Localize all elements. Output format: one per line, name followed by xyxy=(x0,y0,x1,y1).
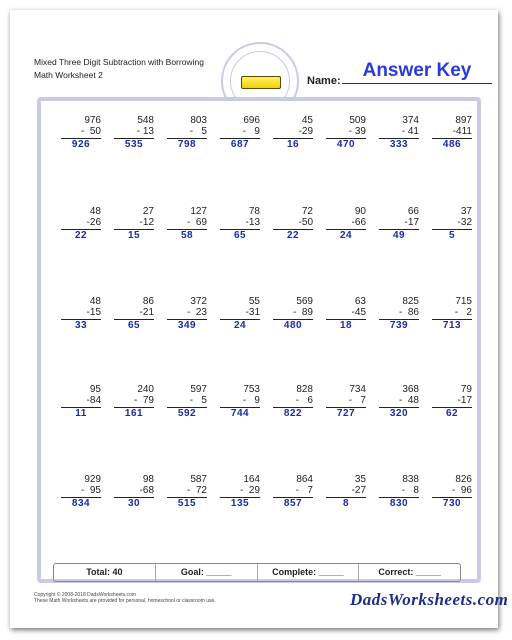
answer: 830 xyxy=(389,498,409,509)
minuend: 98 xyxy=(142,474,154,485)
answer: 30 xyxy=(127,498,141,509)
subtraction-problem xyxy=(326,206,366,242)
minuend: 27 xyxy=(142,206,154,217)
answer: 22 xyxy=(286,230,300,241)
subtrahend: -45 xyxy=(351,307,366,318)
subtraction-problem xyxy=(114,296,154,332)
answer: 33 xyxy=(74,320,88,331)
minuend: 597 xyxy=(190,384,207,395)
subtrahend: -411 xyxy=(452,126,472,137)
subtraction-problem xyxy=(114,115,154,151)
subtrahend: - 95 xyxy=(80,485,101,496)
subtrahend: - 6 xyxy=(295,395,313,406)
minuend: 828 xyxy=(296,384,313,395)
total-label: Total: 40 xyxy=(54,564,156,581)
answer: 333 xyxy=(389,139,409,150)
subtrahend: - 8 xyxy=(401,485,419,496)
subtraction-problem xyxy=(326,384,366,420)
minuend: 95 xyxy=(89,384,101,395)
answer: 687 xyxy=(230,139,250,150)
minuend: 897 xyxy=(455,115,472,126)
answer: 49 xyxy=(392,230,406,241)
subtraction-problem xyxy=(326,115,366,151)
dadsworksheets-logo: DadsWorksheets.com xyxy=(350,590,509,609)
subtrahend: -66 xyxy=(351,217,366,228)
minuend: 976 xyxy=(84,115,101,126)
subtraction-problem xyxy=(379,474,419,510)
minuend: 838 xyxy=(402,474,419,485)
answer: 592 xyxy=(177,408,197,419)
worksheet-page xyxy=(10,10,509,628)
minuend: 929 xyxy=(84,474,101,485)
answer: 713 xyxy=(442,320,462,331)
minuend: 734 xyxy=(349,384,366,395)
minuend: 86 xyxy=(142,296,154,307)
subtraction-problem xyxy=(273,115,313,151)
subtrahend: -68 xyxy=(139,485,154,496)
subtraction-problem xyxy=(167,474,207,510)
subtrahend: -13 xyxy=(245,217,260,228)
answer: 730 xyxy=(442,498,462,509)
subtrahend: - 79 xyxy=(133,395,154,406)
subtraction-problem xyxy=(220,296,260,332)
complete-field[interactable]: Complete: _____ xyxy=(258,564,360,581)
subtraction-problem xyxy=(167,206,207,242)
answer: 320 xyxy=(389,408,409,419)
subtraction-problem xyxy=(432,296,472,332)
subtrahend: -17 xyxy=(457,395,472,406)
minuend: 66 xyxy=(407,206,419,217)
subtraction-problem xyxy=(326,296,366,332)
answer: 58 xyxy=(180,230,194,241)
subtraction-problem xyxy=(273,384,313,420)
answer: 11 xyxy=(75,408,87,419)
answer: 727 xyxy=(336,408,356,419)
answer: 486 xyxy=(442,139,462,150)
answer: 24 xyxy=(339,230,353,241)
problems-box xyxy=(37,97,481,583)
subtraction-problem xyxy=(432,474,472,510)
subtraction-problem xyxy=(379,384,419,420)
answer: 24 xyxy=(233,320,247,331)
subtrahend: -17 xyxy=(404,217,419,228)
subtrahend: - 9 xyxy=(242,126,260,137)
minuend: 368 xyxy=(402,384,419,395)
minuend: 587 xyxy=(190,474,207,485)
answer: 65 xyxy=(233,230,247,241)
subtrahend: - 41 xyxy=(401,126,419,137)
minuend: 37 xyxy=(460,206,472,217)
subtraction-problem xyxy=(61,206,101,242)
minuend: 48 xyxy=(89,296,101,307)
answer: 798 xyxy=(177,139,197,150)
subtrahend: - 7 xyxy=(348,395,366,406)
subtraction-problem xyxy=(220,474,260,510)
subtrahend: -29 xyxy=(298,126,313,137)
subtrahend: - 96 xyxy=(451,485,472,496)
subtraction-problem xyxy=(326,474,366,510)
answer: 22 xyxy=(74,230,88,241)
subtraction-problem xyxy=(432,115,472,151)
worksheet-subtitle: Math Worksheet 2 xyxy=(34,70,103,80)
subtraction-problem xyxy=(379,115,419,151)
subtraction-problem xyxy=(220,206,260,242)
answer: 161 xyxy=(124,408,144,419)
minuend: 63 xyxy=(354,296,366,307)
answer: 15 xyxy=(127,230,141,241)
copyright-line2: These Math Worksheets are provided for personal, homeschool or classroom use. xyxy=(34,598,216,604)
subtrahend: -12 xyxy=(139,217,154,228)
subtrahend: - 48 xyxy=(398,395,419,406)
answer: 8 xyxy=(342,498,350,509)
problems-grid xyxy=(41,101,477,561)
subtraction-problem xyxy=(114,384,154,420)
subtrahend: -15 xyxy=(86,307,101,318)
minuend: 372 xyxy=(190,296,207,307)
minuend: 803 xyxy=(190,115,207,126)
subtraction-problem xyxy=(61,296,101,332)
subtrahend: -31 xyxy=(245,307,260,318)
subtraction-problem xyxy=(220,384,260,420)
answer: 857 xyxy=(283,498,303,509)
goal-field[interactable]: Goal: _____ xyxy=(156,564,258,581)
score-bar xyxy=(53,563,461,582)
answer: 62 xyxy=(445,408,459,419)
minuend: 45 xyxy=(301,115,313,126)
copyright-text xyxy=(34,592,216,604)
subtrahend: - 5 xyxy=(189,395,207,406)
subtrahend: - 39 xyxy=(348,126,366,137)
subtrahend: -27 xyxy=(351,485,366,496)
answer: 515 xyxy=(177,498,197,509)
subtraction-problem xyxy=(167,115,207,151)
subtraction-problem xyxy=(114,206,154,242)
minuend: 509 xyxy=(349,115,366,126)
subtraction-problem xyxy=(61,474,101,510)
minuend: 48 xyxy=(89,206,101,217)
subtraction-problem xyxy=(114,474,154,510)
subtrahend: - 9 xyxy=(242,395,260,406)
worksheet-title: Mixed Three Digit Subtraction with Borrowing xyxy=(34,57,204,67)
minuend: 72 xyxy=(301,206,313,217)
subtrahend: - 89 xyxy=(292,307,313,318)
subtraction-problem xyxy=(167,296,207,332)
answer: 135 xyxy=(230,498,250,509)
subtraction-problem xyxy=(273,474,313,510)
answer: 470 xyxy=(336,139,356,150)
subtrahend: - 50 xyxy=(80,126,101,137)
answer: 18 xyxy=(339,320,353,331)
answer: 926 xyxy=(71,139,91,150)
subtrahend: - 29 xyxy=(239,485,260,496)
subtrahend: -26 xyxy=(86,217,101,228)
name-field[interactable]: Answer Key xyxy=(342,59,492,84)
subtraction-problem xyxy=(379,206,419,242)
minuend: 164 xyxy=(243,474,260,485)
subtraction-problem xyxy=(432,206,472,242)
minuend: 127 xyxy=(190,206,207,217)
subtrahend: - 5 xyxy=(189,126,207,137)
answer: 16 xyxy=(286,139,300,150)
answer: 822 xyxy=(283,408,303,419)
minuend: 90 xyxy=(354,206,366,217)
subtrahend: -21 xyxy=(139,307,154,318)
subtraction-problem xyxy=(167,384,207,420)
minuend: 715 xyxy=(455,296,472,307)
subtrahend: -84 xyxy=(86,395,101,406)
subtraction-problem xyxy=(220,115,260,151)
answer: 834 xyxy=(71,498,91,509)
subtrahend: -32 xyxy=(457,217,472,228)
minuend: 569 xyxy=(296,296,313,307)
subtrahend: - 72 xyxy=(186,485,207,496)
minuend: 864 xyxy=(296,474,313,485)
name-label: Name: xyxy=(307,75,341,87)
subtraction-problem xyxy=(273,296,313,332)
minuend: 374 xyxy=(402,115,419,126)
answer: 744 xyxy=(230,408,250,419)
subtraction-problem xyxy=(61,384,101,420)
subtraction-problem xyxy=(432,384,472,420)
subtrahend: - 2 xyxy=(454,307,472,318)
answer: 65 xyxy=(127,320,141,331)
minuend: 696 xyxy=(243,115,260,126)
minuend: 548 xyxy=(137,115,154,126)
subtrahend: - 23 xyxy=(186,307,207,318)
answer: 535 xyxy=(124,139,144,150)
minuend: 79 xyxy=(460,384,472,395)
subtraction-problem xyxy=(61,115,101,151)
minuend: 35 xyxy=(354,474,366,485)
yellow-bar-icon xyxy=(241,76,281,89)
subtrahend: - 13 xyxy=(136,126,154,137)
minuend: 240 xyxy=(137,384,154,395)
minuend: 825 xyxy=(402,296,419,307)
subtrahend: -50 xyxy=(298,217,313,228)
subtraction-problem xyxy=(273,206,313,242)
subtrahend: - 69 xyxy=(186,217,207,228)
answer: 349 xyxy=(177,320,197,331)
minuend: 826 xyxy=(455,474,472,485)
minuend: 78 xyxy=(248,206,260,217)
minuend: 55 xyxy=(248,296,260,307)
correct-field[interactable]: Correct: _____ xyxy=(378,567,441,577)
answer: 739 xyxy=(389,320,409,331)
subtraction-problem xyxy=(379,296,419,332)
subtrahend: - 7 xyxy=(295,485,313,496)
subtrahend: - 86 xyxy=(398,307,419,318)
minuend: 753 xyxy=(243,384,260,395)
answer: 480 xyxy=(283,320,303,331)
answer: 5 xyxy=(448,230,456,241)
copyright-line1: Copyright © 2008-2018 DadsWorksheets.com xyxy=(34,592,136,598)
